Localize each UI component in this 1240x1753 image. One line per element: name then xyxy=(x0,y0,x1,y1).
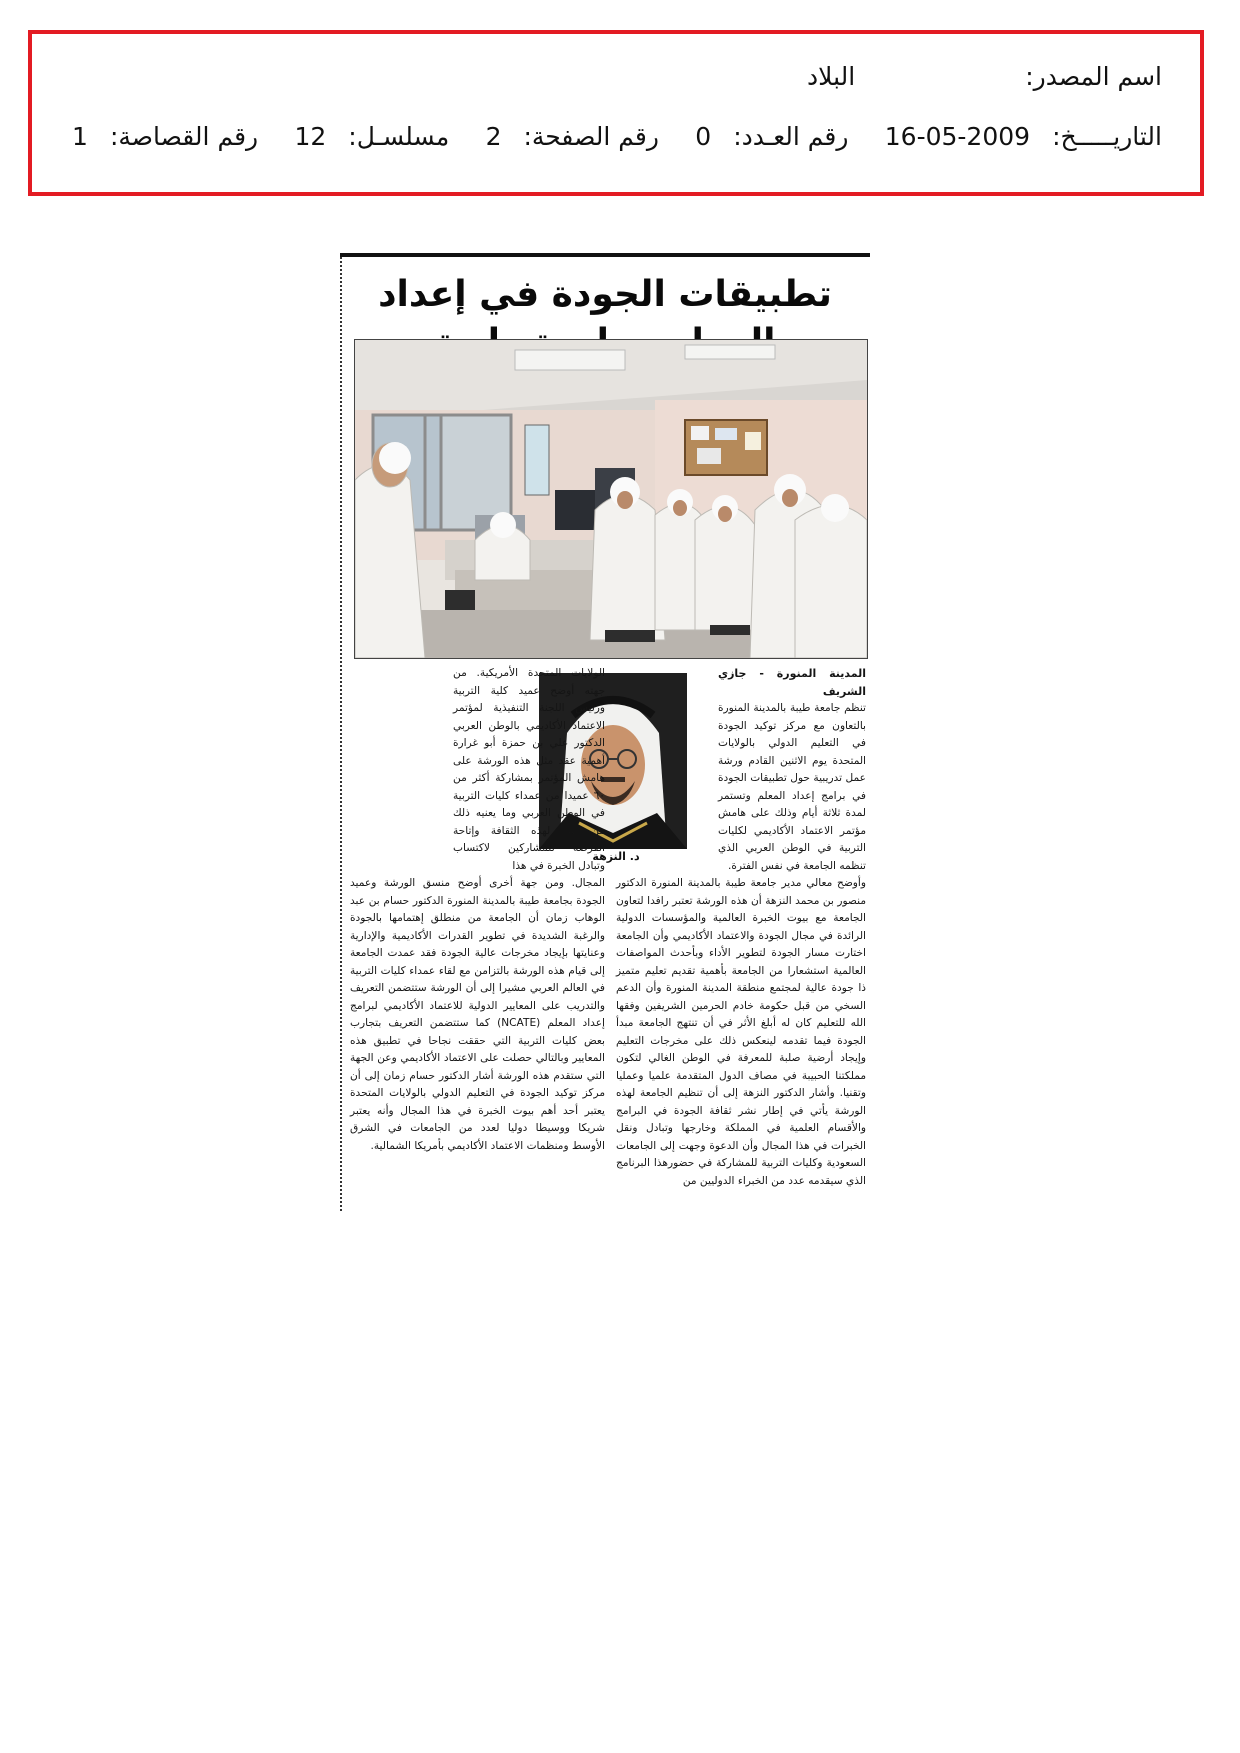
clipping-metadata-box xyxy=(28,30,1204,196)
meeting-photo xyxy=(354,339,868,659)
issue-field xyxy=(695,122,848,151)
article-headline: تطبيقات الجودة في إعداد xyxy=(378,274,832,315)
dotted-cut-line xyxy=(340,257,342,1211)
serial-field xyxy=(294,122,449,151)
article-column-left xyxy=(350,665,605,1155)
source-row xyxy=(72,62,1162,91)
right-column-intro: تنظم جامعة طيبة بالمدينة المنورة بالتعاون مع مركز توكيد الجودة في التعليم الدولي بالولايات المتحدة يوم الاثنين القادم ورشة عمل تدريبية حول تطبيقات الجودة في برامج إعداد المعلم وتستمر لمدة ثلاثة أيام وذلك على هامش مؤتمر الاعتماد الأكاديمي لكليات التربية في الوطن العربي الذي تنظمه الجامعة في نفس الفترة. xyxy=(718,702,866,872)
page-value: 2 xyxy=(485,122,502,151)
source-field xyxy=(807,62,1162,91)
meeting-photo-image xyxy=(355,340,867,658)
clip-number-field xyxy=(72,122,258,151)
date-value: 16-05-2009 xyxy=(884,122,1031,151)
issue-value: 0 xyxy=(695,122,712,151)
issue-label: رقم العـدد: xyxy=(733,122,849,151)
portrait-caption: د. النزهة xyxy=(592,850,640,863)
left-column-top xyxy=(453,665,605,875)
date-label: التاريـــــخ: xyxy=(1052,122,1162,151)
right-column-top xyxy=(718,665,866,875)
serial-value: 12 xyxy=(294,122,327,151)
source-label: اسم المصدر: xyxy=(1025,62,1162,91)
article-column-right xyxy=(616,665,866,1190)
page-label: رقم الصفحة: xyxy=(523,122,659,151)
clip-number-value: 1 xyxy=(72,122,88,151)
left-column-body: المجال. ومن جهة أخرى أوضح منسق الورشة وعميد الجودة بجامعة طيبة بالمدينة المنورة الدكتور حسام بن عبد الوهاب زمان أن الجامعة من منطلق إهتمامها بالجودة والرغبة الشديدة في تطوير القدرات الأكاديمية والإدارية وعنايتها بإيجاد مخرجات عالية الجودة فقد عمدت الجامعة إلى قيام هذه الورشة بالتزامن مع لقاء عمداء كليات التربية في العالم العربي مشيرا إلى أن الورشة ستتضمن التعريف والتدريب على المعايير الدولية للاعتماد الأكاديمي لبرامج إعداد المعلم (NCATE) كما ستتضمن التعريف بتجارب بعض كليات التربية التي حققت نجاحا في تطبيق هذه المعايير وبالتالي حصلت على الاعتماد الأكاديمي وعن الجهة التي ستقدم هذه الورشة أشار الدكتور حسام زمان إلى أن مركز توكيد الجودة في التعليم الدولي بالولايات المتحدة يعتبر أحد أهم بيوت الخبرة في هذا المجال وأنه يعتبر شريكا ووسيطا دوليا لعدد من الجامعات في الشرق الأوسط ومنظمات الاعتماد الأكاديمي بأمريكا الشمالية. xyxy=(350,877,605,1152)
details-row xyxy=(72,122,1162,151)
clip-number-label: رقم القصاصة: xyxy=(109,122,259,151)
page-field xyxy=(486,122,659,151)
left-column-intro: الولايات المتحدة الأمريكية. من جهته أوضح عميد كلية التربية ورئيس اللجنة التنفيذية لمؤتمر الاعتماد الأكاديمي بالوطن العربي الدكتور علي بن حمزة أبو غرارة أهمية عقد مثل هذه الورشة على هامش المؤتمر بمشاركة أكثر من ٦٠ عميدا من عمداء كليات التربية في الوطن العربي وما يعنيه ذلك من نشر لهذه الثقافة وإتاحة الفرصة للمشاركين لاكتساب وتبادل الخبرة في هذا xyxy=(453,667,605,872)
newspaper-clipping xyxy=(340,253,870,1213)
top-rule xyxy=(340,253,870,257)
source-value: البلاد xyxy=(807,62,856,91)
right-column-body: وأوضح معالي مدير جامعة طيبة بالمدينة المنورة الدكتور منصور بن محمد النزهة أن هذه الورشة تعتبر رافدا لتعاون الجامعة مع بيوت الخبرة العالمية والمؤسسات الدولية الرائدة في مجال الجودة والاعتماد الأكاديمي وأن الجامعة اختارت مسار الجودة لتطوير الأداء وبأحدث المواصفات العالمية استشعارا من الجامعة بأهمية تقديم تعليم متميز ذا جودة عالية لمجتمع منطقة المدينة المنورة وأن الدعم السخي من قبل حكومة خادم الحرمين الشريفين وفقها الله للتعليم كان له أبلغ الأثر في أن تنتهج الجامعة مبدأ الجودة فيما تقدمه لينعكس ذلك على مخرجات التعليم وإيجاد أرضية صلبة للمعرفة في الوطن الغالي لتكون مملكتنا الحبيبة في مصاف الدول المتقدمة علميا وعمليا وتقنيا. وأشار الدكتور النزهة إلى أن تنظيم الجامعة لهذه الورشة يأتي في إطار نشر ثقافة الجودة في البرامج والأقسام العلمية في المملكة وخارجها وتبادل ونقل الخبرات في هذا المجال وأن الدعوة وجهت إلى الجامعات السعودية وكليات التربية للمشاركة في حضورهذا البرنامج الذي سيقدمه عدد من الخبراء الدوليين من xyxy=(616,877,866,1187)
article-byline: المدينة المنورة - جازي الشريف xyxy=(718,667,866,698)
serial-label: مسلسـل: xyxy=(348,122,450,151)
date-field xyxy=(885,122,1162,151)
